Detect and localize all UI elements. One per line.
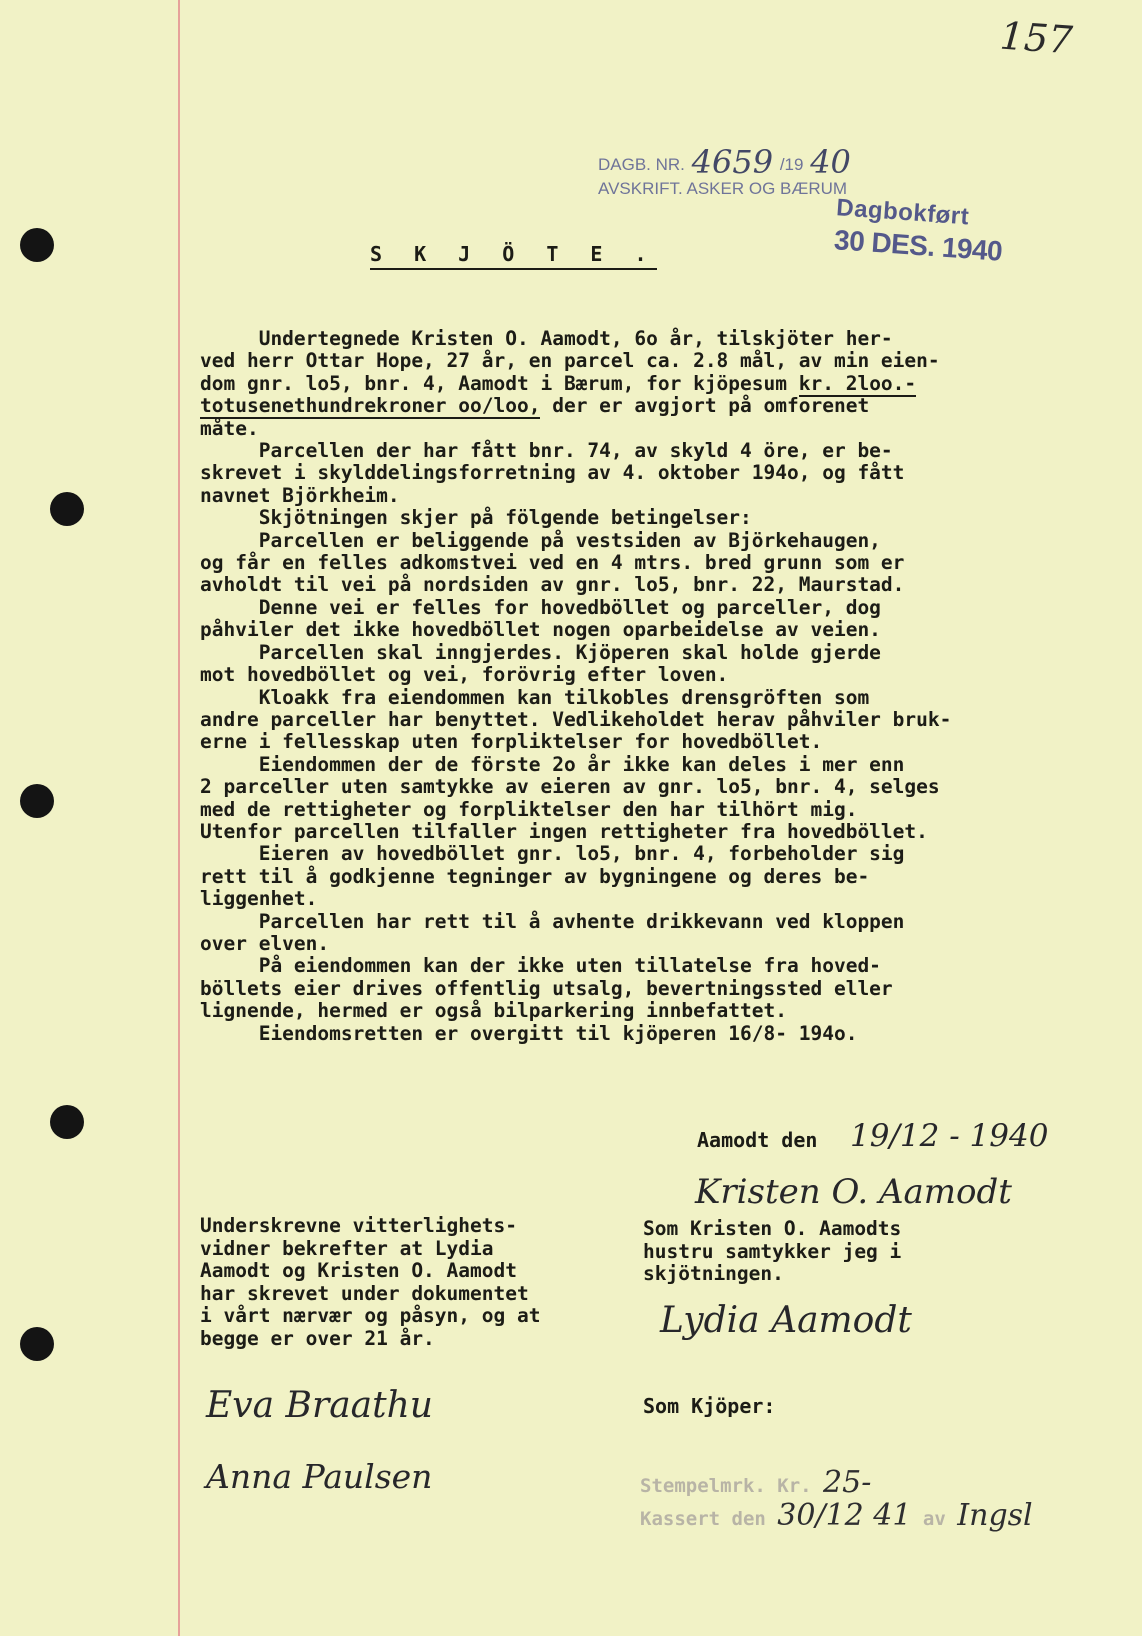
body-line: Undertegnede Kristen O. Aamodt, 6o år, tilskjöter her- [200, 327, 893, 350]
body-line: böllets eier drives offentlig utsalg, bevertningssted eller [200, 976, 893, 1000]
body-line: Eieren av hovedböllet gnr. lo5, bnr. 4, forbeholder sig [200, 842, 905, 866]
witness-line: begge er over 21 år. [200, 1326, 435, 1350]
body-line: lignende, hermed er også bilparkering innbefattet. [200, 999, 787, 1023]
body-line: Parcellen er beliggende på vestsiden av Björkehaugen, [200, 528, 881, 552]
buyer-label: Som Kjöper: [643, 1394, 776, 1418]
body-line: andre parceller har benyttet. Vedlikeholdet herav påhviler bruk- [200, 707, 952, 731]
registry-year: 40 [810, 143, 851, 181]
consent-line: hustru samtykker jeg i [643, 1239, 902, 1263]
witness-line: Underskrevne vitterlighets- [200, 1214, 517, 1237]
witness-statement [200, 1215, 540, 1350]
logged-stamp [833, 194, 1005, 268]
witness-line: har skrevet under dokumentet [200, 1281, 529, 1305]
body-line: erne i fellesskap uten forpliktelser for hovedböllet. [200, 730, 823, 754]
purchase-price-words: totusenethundrekroner oo/loo, [200, 394, 541, 418]
body-line: Skjötningen skjer på fölgende betingelser: [200, 506, 752, 530]
witness-line: vidner bekrefter at Lydia [200, 1236, 494, 1260]
spouse-signature: Lydia Aamodt [660, 1300, 912, 1341]
body-line: På eiendommen kan der ikke uten tillatelse fra hoved- [200, 954, 881, 978]
logged-stamp-date: 30 DES. 1940 [833, 224, 1004, 267]
body-line [200, 395, 1060, 417]
fee-stamp-cancel-label: Kassert den [640, 1508, 766, 1530]
witness-line: i vårt nærvær og påsyn, og at [200, 1304, 541, 1327]
fee-stamp-initials: Ingsl [957, 1498, 1033, 1533]
fee-stamp-label: Stempelmrk. Kr. [640, 1475, 812, 1497]
binder-hole [50, 492, 84, 526]
fee-stamp-cancel-date: 30/12 41 [777, 1498, 912, 1533]
binder-hole [20, 228, 54, 262]
body-line: navnet Björkheim. [200, 483, 400, 507]
fee-stamp [640, 1465, 1033, 1534]
body-line: og får en felles adkomstvei ved en 4 mtrs. bred grunn som er [200, 551, 905, 575]
body-line: mot hovedböllet og vei, forövrig efter loven. [200, 663, 729, 687]
body-line: over elven. [200, 931, 330, 955]
registry-number: 4659 [691, 143, 774, 181]
consent-line: Som Kristen O. Aamodts [643, 1217, 902, 1240]
body-line: måte. [200, 416, 259, 440]
purchase-price: kr. 2loo.- [798, 371, 917, 395]
logged-stamp-label: Dagbokført [835, 194, 971, 231]
body-line: rett til å godkjenne tegninger av bygningene og deres be- [200, 864, 870, 888]
body-line-part: der er avgjort på omforenet [540, 394, 870, 418]
page-number: 157 [998, 13, 1074, 63]
deed-body [200, 328, 1060, 1045]
registry-stamp [598, 143, 853, 201]
witness-signature: Eva Braathu [206, 1385, 433, 1426]
body-line: Parcellen der har fått bnr. 74, av skyld 4 öre, er be- [200, 439, 893, 463]
body-line: Eiendommen der de förste 2o år ikke kan deles i mer enn [200, 752, 905, 776]
body-line: liggenhet. [200, 887, 318, 911]
signing-date: 19/12 - 1940 [850, 1118, 1049, 1154]
body-line [200, 373, 1060, 395]
binder-hole [20, 1327, 54, 1361]
body-line: Denne vei er felles for hovedböllet og parceller, dog [200, 595, 881, 619]
body-line: Parcellen skal inngjerdes. Kjöperen skal holde gjerde [200, 640, 881, 664]
body-line: ved herr Ottar Hope, 27 år, en parcel ca. 2.8 mål, av min eien- [200, 349, 940, 373]
fee-stamp-amount: 25- [823, 1465, 872, 1500]
body-line-part: dom gnr. lo5, bnr. 4, Aamodt i Bærum, for kjöpesum [200, 371, 799, 395]
body-line: Utenfor parcellen tilfaller ingen rettigheter fra hovedböllet. [200, 819, 928, 843]
body-line: Eiendomsretten er overgitt til kjöperen 16/8- 194o. [200, 1021, 858, 1045]
binder-hole [20, 784, 54, 818]
body-line: Kloakk fra eiendommen kan tilkobles drensgröften som [200, 685, 870, 709]
body-line: påhviler det ikke hovedböllet nogen oparbeidelse av veien. [200, 618, 881, 642]
place-label: Aamodt den [697, 1128, 818, 1152]
binder-hole [50, 1105, 84, 1139]
witness-line: Aamodt og Kristen O. Aamodt [200, 1259, 517, 1282]
seller-signature: Kristen O. Aamodt [695, 1172, 1012, 1212]
margin-rule [178, 0, 180, 1636]
consent-line: skjötningen. [643, 1262, 784, 1285]
document-title: S K J Ö T E . [370, 242, 657, 270]
body-line: avholdt til vei på nordsiden av gnr. lo5, bnr. 22, Maurstad. [200, 573, 905, 597]
body-line: skrevet i skylddelingsforretning av 4. oktober 194o, og fått [200, 461, 905, 485]
body-line: Parcellen har rett til å avhente drikkevann ved kloppen [200, 909, 905, 933]
body-line: 2 parceller uten samtykke av eieren av gnr. lo5, bnr. 4, selges [200, 775, 940, 799]
registry-office: AVSKRIFT. ASKER OG BÆRUM [598, 179, 848, 198]
body-line: med de rettigheter og forpliktelser den har tilhört mig. [200, 797, 858, 821]
registry-label: DAGB. NR. [598, 155, 685, 174]
fee-stamp-by: av [922, 1508, 946, 1530]
spouse-consent [643, 1218, 901, 1286]
witness-signature: Anna Paulsen [206, 1457, 433, 1496]
registry-year-prefix: /19 [779, 155, 804, 174]
